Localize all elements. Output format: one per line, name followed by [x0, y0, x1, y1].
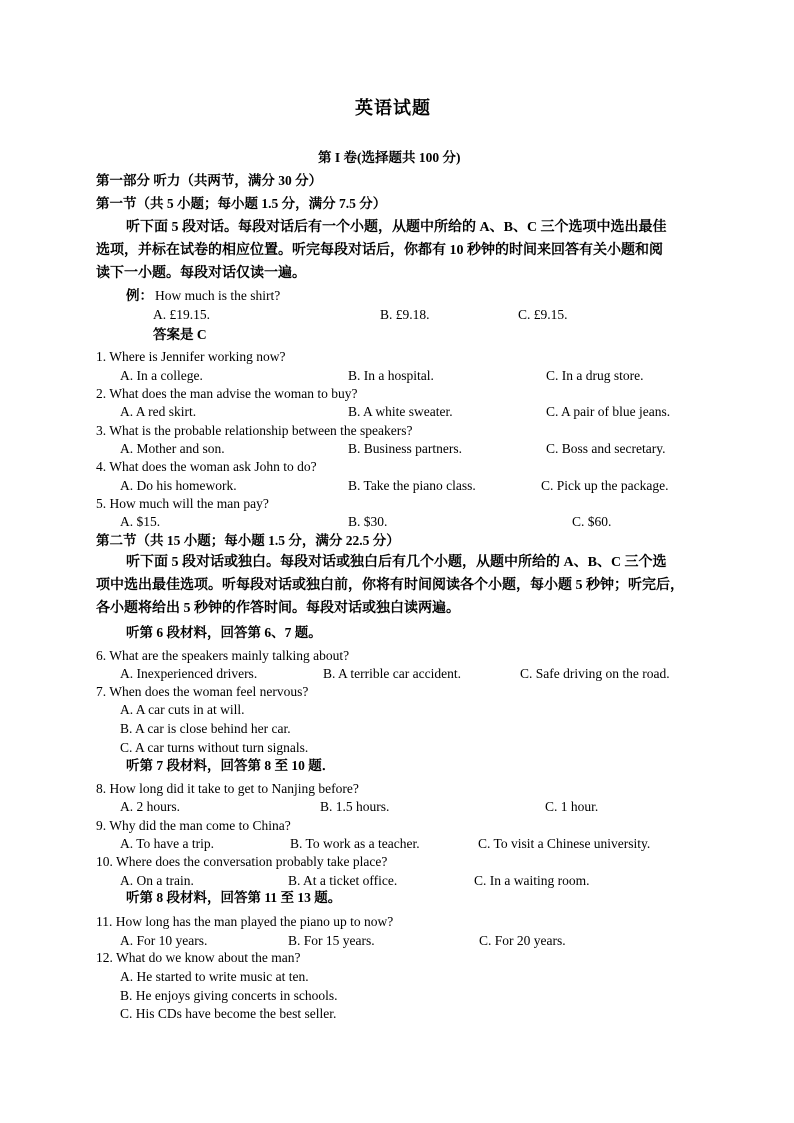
option-c: C. In a drug store. [546, 368, 644, 383]
option-c: C. In a waiting room. [474, 873, 590, 888]
option-c: C. For 20 years. [479, 933, 566, 948]
option-a: A. Mother and son. [120, 441, 225, 456]
option-c: C. Safe driving on the road. [520, 666, 670, 681]
option-c: C. A car turns without turn signals. [120, 740, 309, 755]
example-option-a: A. £19.15. [153, 307, 210, 322]
question-8: 8. How long did it take to get to Nanjing before? [96, 781, 359, 796]
option-b: B. He enjoys giving concerts in schools. [120, 988, 338, 1003]
option-b: B. Take the piano class. [348, 478, 476, 493]
page-title: 英语试题 [355, 98, 431, 118]
section2-instruction-line: 各小题将给出 5 秒钟的作答时间。每段对话或独白读两遍。 [96, 601, 460, 616]
section1-instruction-line: 听下面 5 段对话。每段对话后有一个小题，从题中所给的 A、B、C 三个选项中选出最佳 [126, 220, 667, 235]
question-7: 7. When does the woman feel nervous? [96, 684, 309, 699]
example-question: How much is the shirt? [155, 288, 281, 303]
option-c: C. Pick up the package. [541, 478, 669, 493]
material-7-heading: 听第 7 段材料，回答第 8 至 10 题． [126, 758, 336, 773]
question-3: 3. What is the probable relationship between the speakers? [96, 423, 413, 438]
option-a: A. In a college. [120, 368, 203, 383]
question-6: 6. What are the speakers mainly talking about? [96, 648, 350, 663]
part1-heading: 第一部分 听力（共两节，满分 30 分） [96, 173, 323, 188]
question-10: 10. Where does the conversation probably take place? [96, 854, 388, 869]
example-option-c: C. £9.15. [518, 307, 568, 322]
option-b: B. Business partners. [348, 441, 462, 456]
volume-heading: 第 I 卷(选择题共 100 分) [318, 150, 461, 165]
option-c: C. A pair of blue jeans. [546, 404, 671, 419]
section2-instruction-line: 项中选出最佳选项。听每段对话或独白前，你将有时间阅读各个小题，每小题 5 秒钟；听完后， [96, 578, 684, 593]
option-a: A. $15. [120, 514, 161, 529]
example-answer: 答案是 C [153, 327, 207, 342]
option-b: B. $30. [348, 514, 388, 529]
question-11: 11. How long has the man played the piano up to now? [96, 914, 394, 929]
option-b: B. To work as a teacher. [290, 836, 420, 851]
question-2: 2. What does the man advise the woman to buy? [96, 386, 358, 401]
option-a: A. To have a trip. [120, 836, 215, 851]
section2-heading: 第二节（共 15 小题；每小题 1.5 分，满分 22.5 分） [96, 533, 400, 548]
question-9: 9. Why did the man come to China? [96, 818, 291, 833]
option-c: C. $60. [572, 514, 612, 529]
option-b: B. A white sweater. [348, 404, 453, 419]
question-4: 4. What does the woman ask John to do? [96, 459, 317, 474]
example-option-b: B. £9.18. [380, 307, 430, 322]
option-b: B. 1.5 hours. [320, 799, 390, 814]
question-5: 5. How much will the man pay? [96, 496, 269, 511]
option-a: A. For 10 years. [120, 933, 208, 948]
option-a: A. A red skirt. [120, 404, 197, 419]
option-b: B. A car is close behind her car. [120, 721, 291, 736]
option-a: A. On a train. [120, 873, 194, 888]
material-6-heading: 听第 6 段材料，回答第 6、7 题。 [126, 625, 322, 640]
section1-heading: 第一节（共 5 小题；每小题 1.5 分，满分 7.5 分） [96, 196, 387, 211]
section1-instruction-line: 选项，并标在试卷的相应位置。听完每段对话后，你都有 10 秒钟的时间来回答有关小题和阅 [96, 243, 663, 258]
option-b: B. In a hospital. [348, 368, 434, 383]
option-b: B. At a ticket office. [288, 873, 398, 888]
section1-instruction-line: 读下一小题。每段对话仅读一遍。 [96, 266, 306, 281]
example-label: 例： [126, 288, 153, 303]
option-c: C. 1 hour. [545, 799, 599, 814]
option-c: C. Boss and secretary. [546, 441, 666, 456]
option-c: C. His CDs have become the best seller. [120, 1006, 337, 1021]
option-b: B. A terrible car accident. [323, 666, 461, 681]
section2-instruction-line: 听下面 5 段对话或独白。每段对话或独白后有几个小题，从题中所给的 A、B、C 三个选 [126, 555, 667, 570]
material-8-heading: 听第 8 段材料，回答第 11 至 13 题。 [126, 890, 342, 905]
option-a: A. He started to write music at ten. [120, 969, 309, 984]
question-1: 1. Where is Jennifer working now? [96, 349, 286, 364]
option-a: A. Inexperienced drivers. [120, 666, 258, 681]
option-c: C. To visit a Chinese university. [478, 836, 651, 851]
option-a: A. A car cuts in at will. [120, 702, 245, 717]
option-a: A. Do his homework. [120, 478, 237, 493]
option-b: B. For 15 years. [288, 933, 375, 948]
question-12: 12. What do we know about the man? [96, 950, 301, 965]
option-a: A. 2 hours. [120, 799, 180, 814]
